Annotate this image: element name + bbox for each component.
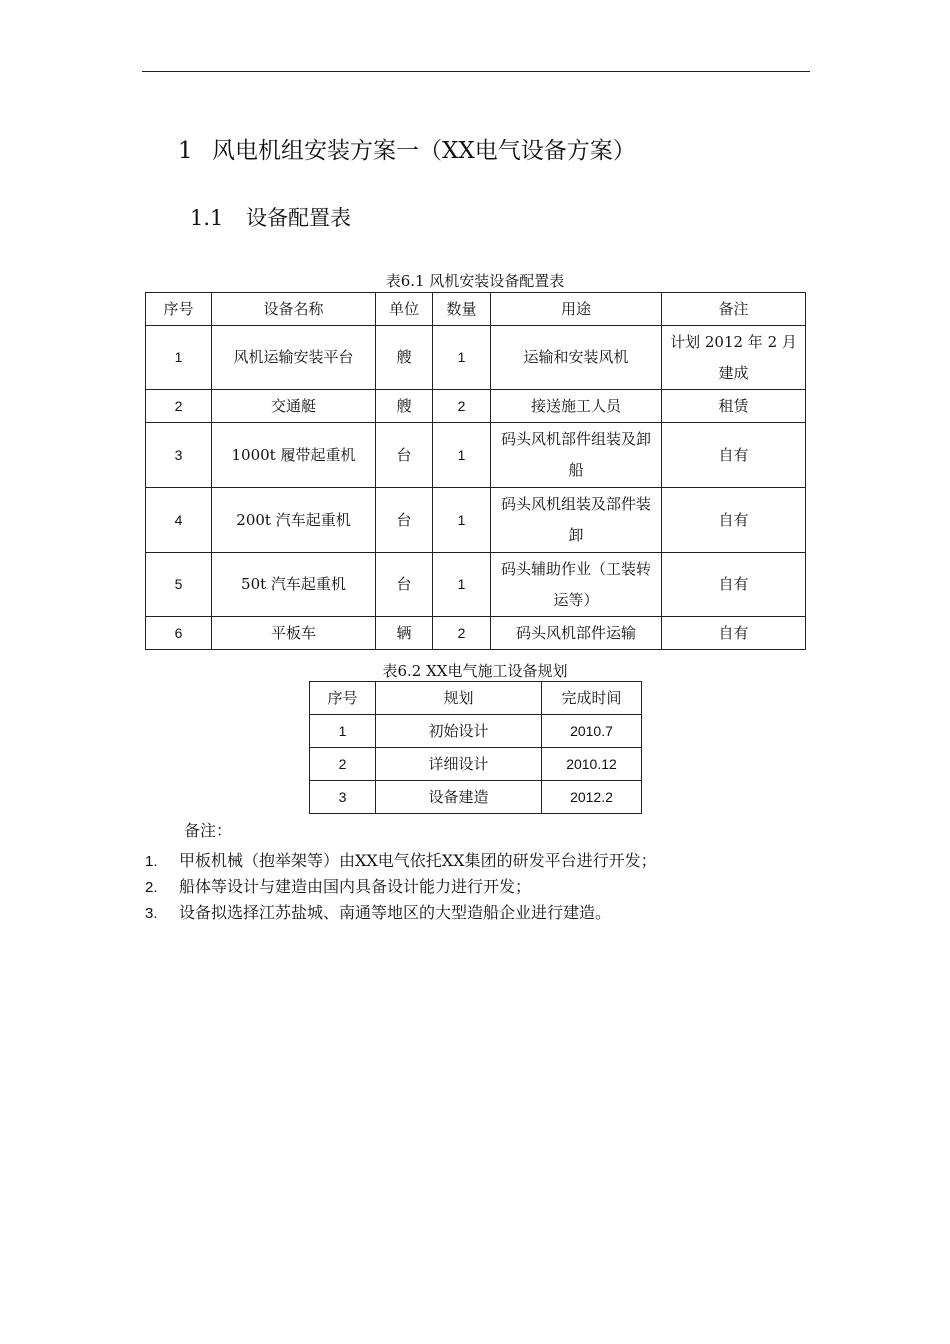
list-item — [145, 900, 657, 926]
section-title: 风电机组安装方案一（XX电气设备方案） — [212, 138, 636, 164]
subsection-title: 设备配置表 — [246, 206, 351, 230]
table-cell: 自有 — [662, 553, 806, 617]
table-cell: 码头风机部件运输 — [491, 617, 662, 650]
table-cell: 6 — [146, 617, 212, 650]
table-cell: 1 — [433, 488, 491, 553]
table-cell: 接送施工人员 — [491, 390, 662, 423]
table-row — [146, 326, 806, 390]
table-header-row — [146, 293, 806, 326]
table-cell: 2010.12 — [542, 748, 642, 781]
notes-heading: 备注： — [184, 821, 233, 840]
table-cell: 2 — [146, 390, 212, 423]
table-row — [146, 617, 806, 650]
table-cell: 码头风机部件组装及卸船 — [491, 423, 662, 488]
table-cell: 台 — [376, 553, 433, 617]
table-header-cell: 设备名称 — [212, 293, 376, 326]
table-row — [310, 715, 642, 748]
table-cell: 1 — [433, 553, 491, 617]
list-item-number: 3. — [145, 905, 158, 922]
table-cell: 200t 汽车起重机 — [212, 488, 376, 553]
table-cell: 2 — [433, 617, 491, 650]
header-rule — [142, 71, 810, 72]
table-cell: 台 — [376, 488, 433, 553]
table-row — [146, 553, 806, 617]
table-cell: 计划 2012 年 2 月建成 — [662, 326, 806, 390]
subsection-heading — [190, 202, 351, 232]
table-cell: 交通艇 — [212, 390, 376, 423]
table-header-cell: 备注 — [662, 293, 806, 326]
list-item — [145, 874, 657, 900]
table-row — [146, 488, 806, 553]
equipment-config-table — [145, 292, 806, 650]
table-cell: 50t 汽车起重机 — [212, 553, 376, 617]
table-cell: 2012.2 — [542, 781, 642, 814]
table-cell: 平板车 — [212, 617, 376, 650]
table-cell: 码头风机组装及部件装卸 — [491, 488, 662, 553]
table-header-cell: 单位 — [376, 293, 433, 326]
table-cell: 自有 — [662, 617, 806, 650]
table-cell: 1 — [146, 326, 212, 390]
list-item-text: 船体等设计与建造由国内具备设计能力进行开发； — [179, 877, 532, 896]
table-cell: 自有 — [662, 488, 806, 553]
table-header-cell: 数量 — [433, 293, 491, 326]
table-cell: 1 — [433, 326, 491, 390]
table-cell: 辆 — [376, 617, 433, 650]
table-cell: 1 — [433, 423, 491, 488]
table-header-cell: 规划 — [376, 682, 542, 715]
table-row — [310, 748, 642, 781]
table-cell: 运输和安装风机 — [491, 326, 662, 390]
table-header-cell: 完成时间 — [542, 682, 642, 715]
list-item-text: 甲板机械（抱举架等）由XX电气依托XX集团的研发平台进行开发； — [179, 851, 657, 870]
table-header-cell: 序号 — [310, 682, 376, 715]
table-header-cell: 用途 — [491, 293, 662, 326]
table-cell: 租赁 — [662, 390, 806, 423]
list-item-text: 设备拟选择江苏盐城、南通等地区的大型造船企业进行建造。 — [179, 903, 612, 922]
table-cell: 2010.7 — [542, 715, 642, 748]
section-heading — [178, 132, 636, 165]
table-cell: 设备建造 — [376, 781, 542, 814]
construction-plan-table — [309, 681, 642, 814]
table-cell: 艘 — [376, 326, 433, 390]
subsection-number: 1.1 — [190, 206, 224, 230]
notes-list — [145, 848, 657, 926]
table-row — [146, 423, 806, 488]
table-cell: 风机运输安装平台 — [212, 326, 376, 390]
table-cell: 3 — [310, 781, 376, 814]
table-cell: 自有 — [662, 423, 806, 488]
section-number: 1 — [178, 138, 193, 164]
table-header-row — [310, 682, 642, 715]
table2-caption: 表6.2 XX电气施工设备规划 — [382, 662, 568, 680]
table-cell: 详细设计 — [376, 748, 542, 781]
table-cell: 5 — [146, 553, 212, 617]
table-cell: 2 — [433, 390, 491, 423]
table-cell: 1000t 履带起重机 — [212, 423, 376, 488]
table-cell: 码头辅助作业（工装转运等） — [491, 553, 662, 617]
list-item-number: 1. — [145, 853, 158, 870]
table-cell: 1 — [310, 715, 376, 748]
table-cell: 2 — [310, 748, 376, 781]
table1-caption: 表6.1 风机安装设备配置表 — [385, 272, 565, 290]
table-row — [310, 781, 642, 814]
table-cell: 3 — [146, 423, 212, 488]
table-cell: 初始设计 — [376, 715, 542, 748]
table-header-cell: 序号 — [146, 293, 212, 326]
table-cell: 艘 — [376, 390, 433, 423]
list-item — [145, 848, 657, 874]
list-item-number: 2. — [145, 879, 158, 896]
table-row — [146, 390, 806, 423]
table-cell: 4 — [146, 488, 212, 553]
table-cell: 台 — [376, 423, 433, 488]
